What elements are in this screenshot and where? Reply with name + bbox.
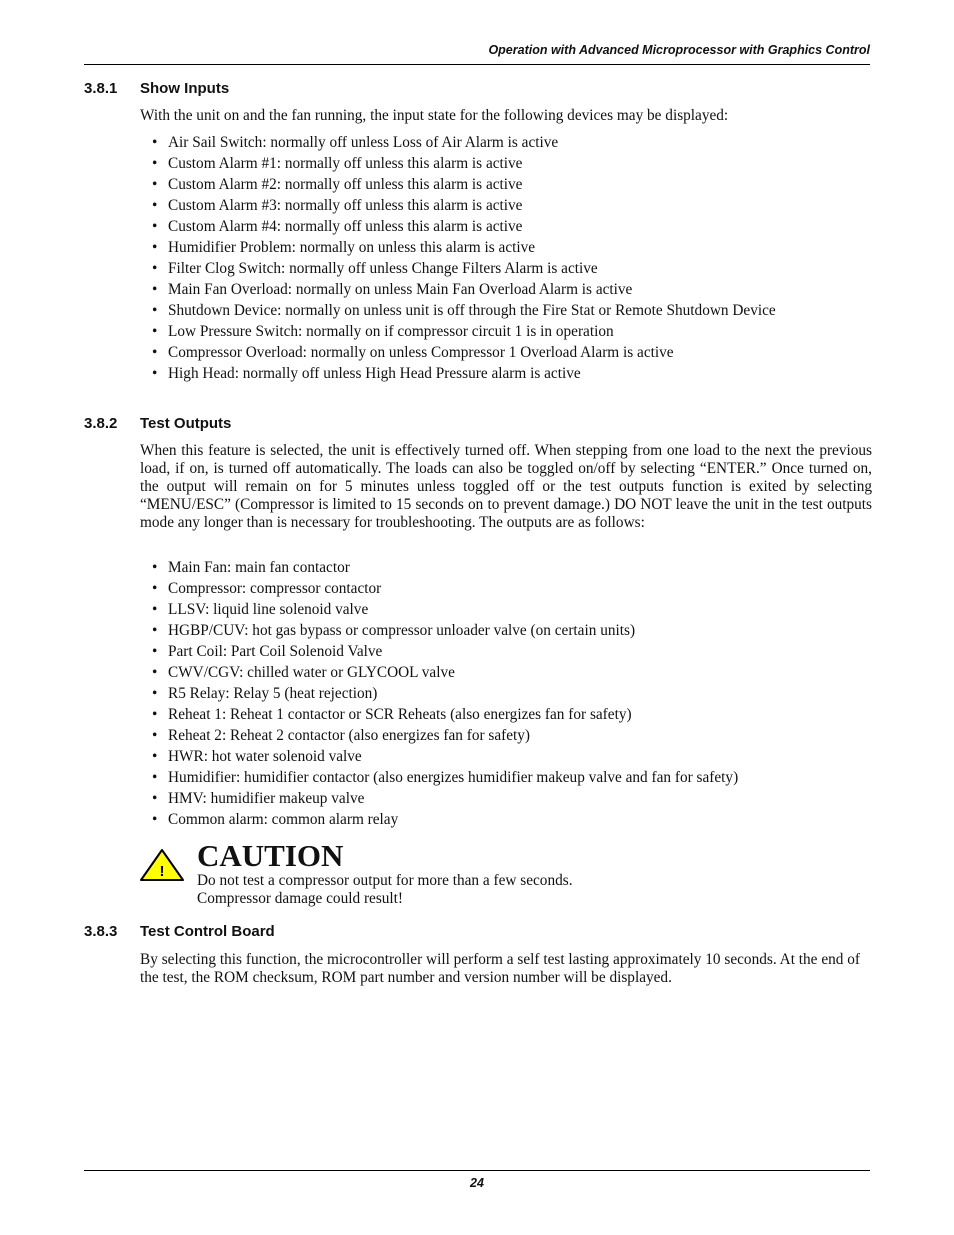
bullet-icon: • — [152, 601, 158, 618]
footer-rule — [84, 1170, 870, 1171]
caution-message — [197, 872, 797, 908]
bullet-icon: • — [152, 323, 158, 340]
list-item — [152, 727, 872, 745]
section-heading-test-control-board — [84, 923, 275, 940]
bullet-icon: • — [152, 344, 158, 361]
section-title: Show Inputs — [140, 80, 230, 97]
bullet-icon: • — [152, 260, 158, 277]
bullet-icon: • — [152, 197, 158, 214]
list-item-text: Air Sail Switch: normally off unless Loss of Air Alarm is active — [168, 134, 559, 151]
section-number: 3.8.2 — [84, 415, 118, 432]
list-item-text: Custom Alarm #1: normally off unless this alarm is active — [168, 155, 523, 172]
bullet-icon: • — [152, 580, 158, 597]
list-item — [152, 601, 872, 619]
header-rule — [84, 64, 870, 65]
list-item-text: HMV: humidifier makeup valve — [168, 790, 365, 807]
list-item — [152, 790, 872, 808]
list-item-text: Common alarm: common alarm relay — [168, 811, 399, 828]
list-item — [152, 685, 872, 703]
section-title: Test Control Board — [140, 923, 275, 940]
section-intro: When this feature is selected, the unit is effectively turned off. When stepping from one load to the next the previous load, if on, is turned off automatically. The loads can also be toggled on/off by selecting “ENTER.” Once turned on, the output will remain on for 5 minutes unless toggled off or the test outputs function is exited by selecting “MENU/ESC” (Compressor is limited to 15 seconds on to prevent damage.) DO NOT leave the unit in the test outputs mode any longer than is necessary for troubleshooting. The outputs are as follows: — [140, 442, 872, 531]
list-item-text: Compressor Overload: normally on unless Compressor 1 Overload Alarm is active — [168, 344, 674, 361]
list-item-text: Part Coil: Part Coil Solenoid Valve — [168, 643, 383, 660]
list-item-text: Main Fan: main fan contactor — [168, 559, 350, 576]
bullet-list-outputs — [152, 559, 872, 832]
list-item — [152, 706, 872, 724]
bullet-icon: • — [152, 176, 158, 193]
list-item-text: Reheat 1: Reheat 1 contactor or SCR Reheats (also energizes fan for safety) — [168, 706, 632, 723]
section-intro: By selecting this function, the microcontroller will perform a self test lasting approximately 10 seconds. At the end of the test, the ROM checksum, ROM part number and version number will be displayed. — [140, 951, 860, 986]
section-number: 3.8.3 — [84, 923, 118, 940]
list-item-text: Custom Alarm #4: normally off unless this alarm is active — [168, 218, 523, 235]
caution-title: CAUTION — [197, 838, 344, 873]
list-item-text: Humidifier: humidifier contactor (also energizes humidifier makeup valve and fan for safety) — [168, 769, 739, 786]
bullet-icon: • — [152, 706, 158, 723]
list-item-text: LLSV: liquid line solenoid valve — [168, 601, 369, 618]
list-item — [152, 643, 872, 661]
list-item-text: R5 Relay: Relay 5 (heat rejection) — [168, 685, 378, 702]
bullet-icon: • — [152, 664, 158, 681]
bullet-icon: • — [152, 643, 158, 660]
section-number: 3.8.1 — [84, 80, 118, 97]
list-item — [152, 748, 872, 766]
bullet-icon: • — [152, 559, 158, 576]
section-intro: With the unit on and the fan running, the input state for the following devices may be displayed: — [140, 107, 729, 124]
list-item-text: High Head: normally off unless High Head Pressure alarm is active — [168, 365, 581, 382]
bullet-icon: • — [152, 218, 158, 235]
list-item-text: Compressor: compressor contactor — [168, 580, 382, 597]
page-number: 24 — [470, 1176, 484, 1190]
list-item-text: Filter Clog Switch: normally off unless Change Filters Alarm is active — [168, 260, 598, 277]
caution-line: Compressor damage could result! — [197, 890, 404, 907]
bullet-icon: • — [152, 155, 158, 172]
list-item — [152, 134, 872, 152]
list-item-text: Humidifier Problem: normally on unless this alarm is active — [168, 239, 536, 256]
bullet-icon: • — [152, 748, 158, 765]
bullet-icon: • — [152, 790, 158, 807]
bullet-icon: • — [152, 727, 158, 744]
caution-line: Do not test a compressor output for more than a few seconds. — [197, 872, 573, 889]
bullet-icon: • — [152, 281, 158, 298]
bullet-icon: • — [152, 769, 158, 786]
list-item — [152, 580, 872, 598]
bullet-list-inputs — [152, 134, 872, 386]
list-item — [152, 239, 872, 257]
bullet-icon: • — [152, 134, 158, 151]
section-title: Test Outputs — [140, 415, 232, 432]
list-item — [152, 811, 872, 829]
section-heading-show-inputs — [84, 80, 229, 97]
list-item — [152, 664, 872, 682]
running-header: Operation with Advanced Microprocessor with Graphics Control — [488, 43, 870, 57]
list-item — [152, 155, 872, 173]
list-item-text: Custom Alarm #3: normally off unless this alarm is active — [168, 197, 523, 214]
bullet-icon: • — [152, 685, 158, 702]
list-item-text: HGBP/CUV: hot gas bypass or compressor unloader valve (on certain units) — [168, 622, 636, 639]
list-item — [152, 281, 872, 299]
list-item-text: Shutdown Device: normally on unless unit is off through the Fire Stat or Remote Shutdown Device — [168, 302, 776, 319]
list-item-text: HWR: hot water solenoid valve — [168, 748, 362, 765]
svg-text:!: ! — [159, 863, 165, 880]
list-item — [152, 323, 872, 341]
list-item — [152, 622, 872, 640]
list-item-text: Low Pressure Switch: normally on if compressor circuit 1 is in operation — [168, 323, 614, 340]
list-item — [152, 302, 872, 320]
list-item — [152, 365, 872, 383]
list-item-text: Main Fan Overload: normally on unless Main Fan Overload Alarm is active — [168, 281, 633, 298]
list-item-text: CWV/CGV: chilled water or GLYCOOL valve — [168, 664, 455, 681]
list-item — [152, 344, 872, 362]
bullet-icon: • — [152, 622, 158, 639]
warning-triangle-icon — [139, 848, 185, 882]
list-item — [152, 559, 872, 577]
bullet-icon: • — [152, 302, 158, 319]
list-item — [152, 769, 872, 787]
list-item — [152, 176, 872, 194]
list-item-text: Reheat 2: Reheat 2 contactor (also energizes fan for safety) — [168, 727, 531, 744]
bullet-icon: • — [152, 811, 158, 828]
section-heading-test-outputs — [84, 415, 231, 432]
bullet-icon: • — [152, 239, 158, 256]
bullet-icon: • — [152, 365, 158, 382]
list-item-text: Custom Alarm #2: normally off unless this alarm is active — [168, 176, 523, 193]
list-item — [152, 260, 872, 278]
list-item — [152, 218, 872, 236]
list-item — [152, 197, 872, 215]
